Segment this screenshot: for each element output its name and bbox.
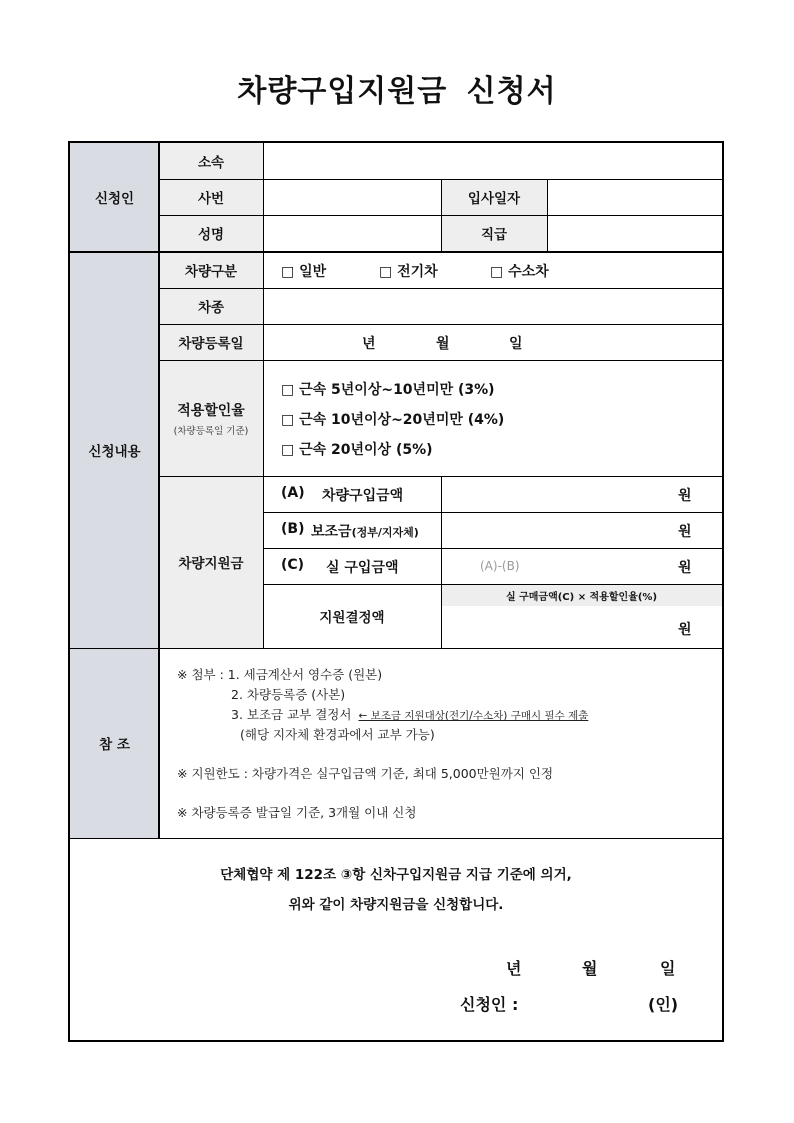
price-a-code: (A) (281, 485, 305, 501)
model-label: 차종 (159, 288, 263, 324)
price-b-main: 보조금 (311, 524, 352, 540)
h-line (159, 324, 722, 325)
join-date-label: 입사일자 (441, 179, 547, 215)
v-line (441, 179, 442, 251)
reg-date-month: 월 (436, 336, 450, 352)
decision-won: 원 (678, 622, 692, 638)
section-details (70, 251, 159, 648)
join-date-field[interactable] (547, 179, 722, 215)
section-reference (70, 648, 159, 838)
section-details-label: 신청내용 (88, 443, 141, 460)
application-form (68, 141, 724, 1042)
name-label: 성명 (159, 215, 263, 251)
declaration-line-1: 단체협약 제 122조 ③항 신차구입지원금 지급 기준에 의거, (220, 867, 572, 883)
decision-formula: 실 구매금액(C) × 적용할인율(%) (441, 584, 722, 606)
section-reference-label: 참 조 (99, 737, 130, 753)
reg-date-label: 차량등록일 (159, 324, 263, 360)
affiliation-label: 소속 (159, 143, 263, 179)
decision-label: 지원결정액 (319, 610, 385, 626)
support-label-cell (159, 476, 263, 648)
section-applicant (70, 143, 159, 251)
declaration-year: 년 (506, 959, 522, 978)
discount-option-3[interactable]: □ 근속 5년이상~10년미만 (3%) (281, 382, 495, 398)
attach-3-note: ← 보조금 지원대상(전기/수소차) 구매시 필수 제출 (358, 710, 589, 722)
price-c-label: 실 구입금액 (326, 560, 399, 576)
discount-option-5[interactable]: □ 근속 20년이상 (5%) (281, 442, 433, 458)
name-field[interactable] (263, 215, 441, 251)
support-label: 차량지원금 (178, 556, 244, 572)
declaration-line-2: 위와 같이 차량지원금을 신청합니다. (288, 897, 504, 913)
declaration-applicant-label: 신청인 : (460, 995, 519, 1014)
position-field[interactable] (547, 215, 722, 251)
h-line (70, 251, 722, 253)
v-line (547, 179, 548, 251)
employee-no-field[interactable] (263, 179, 441, 215)
vehicle-type-hydrogen-checkbox[interactable]: □ 수소차 (490, 264, 549, 280)
h-line (159, 288, 722, 289)
price-a-won: 원 (678, 488, 692, 504)
h-line (70, 838, 722, 839)
declaration-seal: (인) (648, 995, 679, 1014)
v-line (441, 476, 442, 648)
signature-field[interactable] (540, 989, 640, 1015)
declaration-month: 월 (582, 959, 598, 978)
support-limit: ※ 지원한도 : 차량가격은 실구입금액 기준, 최대 5,000만원까지 인정 (177, 766, 554, 781)
declaration-day: 일 (660, 959, 676, 978)
application-deadline: ※ 차량등록증 발급일 기준, 3개월 이내 신청 (177, 805, 417, 820)
vehicle-type-general-checkbox[interactable]: □ 일반 (281, 264, 327, 280)
price-a-label: 차량구입금액 (322, 488, 404, 504)
price-b-label (311, 521, 419, 541)
h-line (159, 360, 722, 361)
h-line (263, 548, 722, 549)
price-c-formula: (A)-(B) (480, 559, 520, 573)
employee-no-label: 사번 (159, 179, 263, 215)
h-line (70, 648, 722, 649)
price-c-code: (C) (281, 557, 305, 573)
position-label: 직급 (441, 215, 547, 251)
section-applicant-label: 신청인 (94, 191, 135, 207)
v-line (263, 143, 264, 648)
reg-date-year: 년 (362, 336, 376, 352)
price-c-won: 원 (678, 560, 692, 576)
discount-sub: (차량등록일 기준) (173, 425, 249, 437)
vehicle-type-electric-checkbox[interactable]: □ 전기차 (379, 264, 438, 280)
v-line (158, 143, 160, 838)
vehicle-type-label: 차량구분 (159, 251, 263, 288)
price-b-code: (B) (281, 521, 305, 537)
h-line (263, 512, 722, 513)
attach-3 (231, 705, 588, 723)
discount-label: 적용할인율 (177, 402, 245, 419)
model-field[interactable] (263, 288, 722, 324)
discount-label-cell (159, 360, 263, 476)
reg-date-day: 일 (509, 336, 523, 352)
affiliation-field[interactable] (263, 143, 722, 179)
price-b-sub: (정부/지자체) (351, 526, 419, 539)
price-b-won: 원 (678, 524, 692, 540)
discount-option-4[interactable]: □ 근속 10년이상~20년미만 (4%) (281, 412, 505, 428)
page-title: 차량구입지원금 신청서 (237, 74, 557, 109)
attach-1: ※ 첨부 : 1. 세금계산서 영수증 (원본) (177, 667, 383, 682)
attach-3-sub: (해당 지자체 환경과에서 교부 가능) (240, 727, 435, 742)
attach-2: 2. 차량등록증 (사본) (231, 687, 346, 702)
h-line (263, 584, 722, 585)
attach-3-text: 3. 보조금 교부 결정서 (231, 707, 352, 722)
